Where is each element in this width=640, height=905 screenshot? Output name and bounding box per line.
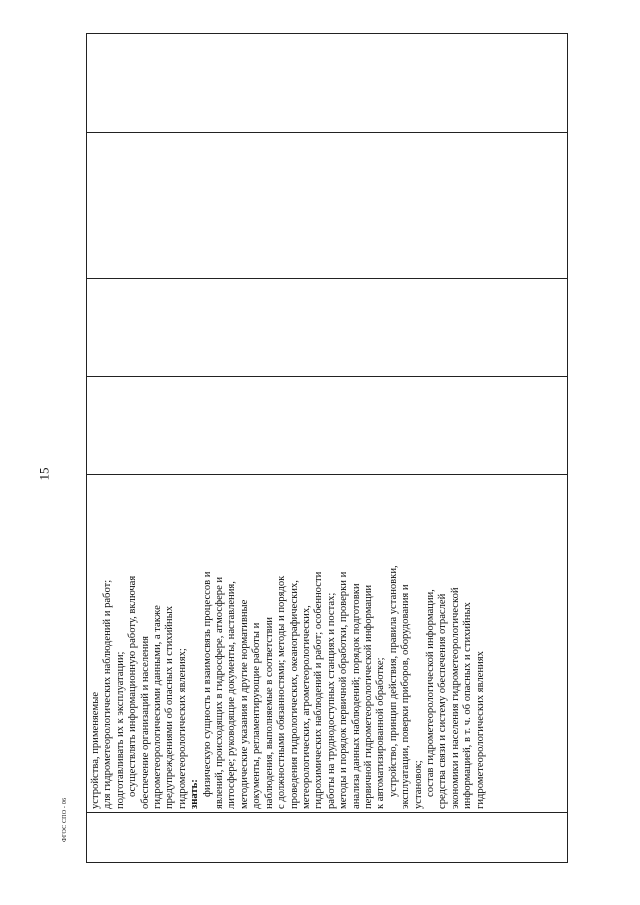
text-line: средства связи и систему обеспечения отраслей [437, 593, 449, 809]
text-line: литосфере; руководящие документы, наставления, [226, 581, 238, 809]
requirements-text [90, 479, 568, 809]
text-line: гидрохимических наблюдений и работ; особенности [313, 571, 325, 809]
text-line: работы на труднодоступных станциях и постах; [325, 592, 337, 809]
text-line: подготавливать их к эксплуатации; [114, 651, 126, 809]
text-line: с должностными обязанностями; методы и порядок [276, 575, 288, 809]
text-line: к автоматизированной обработке; [375, 657, 387, 809]
text-line: экономики и населения гидрометеорологической [449, 587, 461, 809]
footer-code: ФГОС СПО - 06 [62, 797, 68, 842]
competency-table [86, 33, 568, 863]
table-divider [87, 376, 567, 377]
text-line: гидрометеорологическими данными, а также [152, 605, 164, 809]
text-line: гидрометеорологических явлениях; [176, 648, 188, 809]
text-line: устройства, применяемые [90, 691, 101, 809]
text-line: методические указания и другие нормативные [238, 599, 250, 809]
table-divider [87, 132, 567, 133]
text-line: эксплуатации, поверки приборов, оборудования и [400, 584, 412, 809]
text-line: осуществлять информационную работу, включая [127, 575, 139, 797]
text-line: первичной гидрометеорологической информации [362, 584, 374, 809]
text-line: устройство, принцип действия, правила установки, [387, 565, 399, 797]
text-line: установок; [412, 760, 424, 809]
text-line: явлений, происходящих в гидросфере, атмосфере и [214, 576, 226, 809]
table-divider [87, 812, 567, 813]
text-line: информацией, в т. ч. об опасных и стихийных [462, 602, 474, 809]
text-line: знать: [189, 779, 201, 809]
requirements-cell [87, 474, 569, 812]
text-line: методы и порядок первичной обработки, проверки и [338, 571, 350, 809]
table-divider [87, 278, 567, 279]
text-line: анализа данных наблюдений; порядок подготовки [350, 583, 362, 809]
text-line: предупреждениями об опасных и стихийных [164, 605, 176, 809]
text-line: документы, регламентирующие работы и [251, 622, 263, 809]
text-line: проведения гидрологических, океанографических, [288, 580, 300, 809]
text-line: физическую сущность и взаимосвязь процессов и [201, 571, 213, 797]
text-line: для гидрометеорологических наблюдений и работ; [102, 579, 114, 809]
page-number: 15 [36, 467, 52, 481]
text-line: состав гидрометеорологической информации, [424, 589, 436, 797]
text-line: обеспечение организаций и населения [139, 636, 151, 809]
text-line: метеорологических, агрометеорологических, [300, 605, 312, 809]
text-line: наблюдения, выполняемые в соответствии [263, 617, 275, 809]
text-line: гидрометеорологических явлениях [474, 651, 486, 809]
